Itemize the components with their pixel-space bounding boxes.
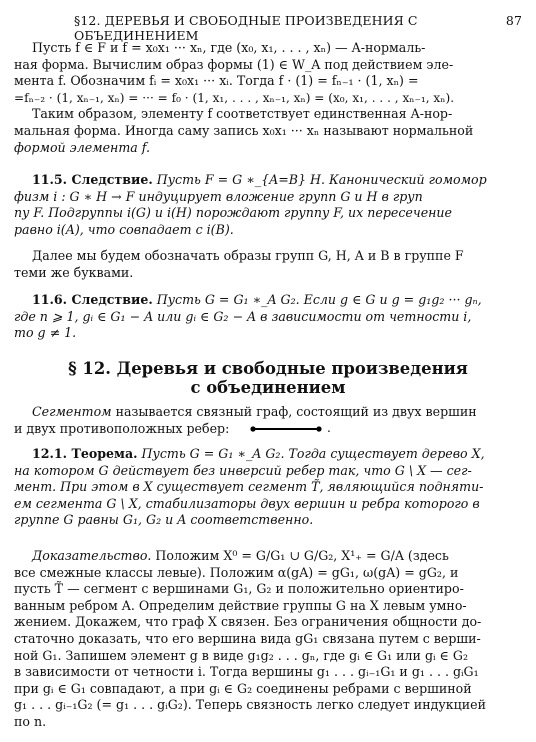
section-heading-line: § 12. Деревья и свободные произведения bbox=[68, 359, 468, 378]
segment-period: . bbox=[327, 424, 332, 435]
text-line: Далее мы будем обозначать образы групп G, H, A и B в группе F bbox=[32, 248, 464, 263]
text-line: на котором G действует без инверсий ребер так, что G \ X — сег- bbox=[14, 462, 472, 478]
lead-label: 12.1. Теорема. bbox=[32, 446, 138, 461]
lead-label: Доказательство. bbox=[32, 548, 152, 563]
text-line: ем сегмента G \ X, стабилизаторы двух вершин и ребра которого в bbox=[14, 495, 480, 511]
text-line: 12.1. Теорема. Пусть G = G₁ ∗_A G₂. Тогда существует дерево X, bbox=[32, 446, 485, 461]
paragraph-segment bbox=[14, 404, 522, 437]
text-line: то g ≠ 1. bbox=[14, 325, 77, 341]
text-line: ной G₁. Запишем элемент g в виде g₁g₂ . . . gₙ, где gᵢ ∈ G₁ или gᵢ ∈ G₂ bbox=[14, 647, 468, 663]
text-line: по n. bbox=[14, 713, 47, 729]
segment-vertex bbox=[317, 426, 322, 431]
text-line: группе G равны G₁, G₂ и A соответственно. bbox=[14, 512, 314, 528]
text-span: и двух противоположных ребер: bbox=[14, 420, 230, 436]
text-line: 11.5. Следствие. Пусть F = G ∗_{A=B} H. Канонический гомомор bbox=[32, 172, 487, 187]
text-line: ванным ребром A. Определим действие группы G на X левым умно- bbox=[14, 597, 467, 613]
segment-graph-figure bbox=[249, 424, 333, 434]
text-line: физм i : G ∗ H → F индуцирует вложение групп G и H в груп bbox=[14, 188, 423, 204]
text-line: при gᵢ ∈ G₁ совпадают, а при gᵢ ∈ G₂ соединены ребрами с вершиной bbox=[14, 680, 472, 696]
text-line: пусть T̃ — сегмент с вершинами G₁, G₂ и положительно ориентиро- bbox=[14, 581, 464, 597]
running-header bbox=[14, 13, 522, 43]
text-line: =fₙ₋₂ · (1, xₙ₋₁, xₙ) = ··· = f₀ · (1, x₁, . . . , xₙ₋₁, xₙ) = (x₀, x₁, . . . , xₙ₋₁, xₙ). bbox=[14, 90, 455, 105]
text-line bbox=[14, 421, 522, 438]
segment-vertex bbox=[251, 426, 256, 431]
running-header-title: §12. ДЕРЕВЬЯ И СВОБОДНЫЕ ПРОИЗВЕДЕНИЯ С ОБЪЕДИНЕНИЕМ bbox=[74, 13, 418, 43]
corollary-11-5 bbox=[14, 172, 522, 238]
text-line: Доказательство. Положим X⁰ = G/G₁ ∪ G/G₂, X¹₊ = G/A (здесь bbox=[32, 548, 449, 563]
text-line: 11.6. Следствие. Пусть G = G₁ ∗_A G₂. Если g ∈ G и g = g₁g₂ ··· gₙ, bbox=[32, 292, 482, 307]
text-line: ная форма. Вычислим образ формы (1) ∈ W_A под действием эле- bbox=[14, 56, 454, 72]
text-line: формой элемента f. bbox=[14, 139, 151, 155]
text-line: жением. Докажем, что граф X связен. Без ограничения общности до- bbox=[14, 614, 482, 630]
text-line: в зависимости от четности i. Тогда вершины g₁ . . . gᵢ₋₁G₁ и g₁ . . . gᵢG₁ bbox=[14, 664, 479, 680]
text-line: Сегментом называется связный граф, состоящий из двух вершин bbox=[32, 404, 477, 419]
section-heading-line: с объединением bbox=[190, 377, 346, 397]
lead-label: 11.6. Следствие. bbox=[32, 292, 153, 307]
text-line: теми же буквами. bbox=[14, 264, 134, 280]
paragraph-notation bbox=[14, 248, 522, 281]
corollary-11-6 bbox=[14, 292, 522, 342]
text-line: пу F. Подгруппы i(G) и i(H) порождают группу F, их пересечение bbox=[14, 205, 452, 221]
paragraph-normal-form bbox=[14, 40, 522, 156]
text-line: равно i(A), что совпадает с i(B). bbox=[14, 221, 234, 237]
text-line: g₁ . . . gᵢ₋₁G₂ (= g₁ . . . gᵢG₂). Теперь связность легко следует индукцией bbox=[14, 697, 486, 713]
text-line: где n ⩾ 1, gᵢ ∈ G₁ − A или gᵢ ∈ G₂ − A в зависимости от четности i, bbox=[14, 308, 472, 324]
text-line: все смежные классы левые). Положим α(gA) = gG₁, ω(gA) = gG₂, и bbox=[14, 564, 459, 580]
text-line: статочно доказать, что его вершина вида gG₁ связана путем с верши- bbox=[14, 630, 481, 646]
text-line: мент. При этом в X существует сегмент T̃, являющийся подняти- bbox=[14, 479, 484, 495]
text-line: мента f. Обозначим fᵢ = x₀x₁ ··· xᵢ. Тогда f · (1) = fₙ₋₁ · (1, xₙ) = bbox=[14, 73, 419, 89]
proof-paragraph bbox=[14, 548, 522, 731]
text-line: мальная форма. Иногда саму запись x₀x₁ ··· xₙ называют нормальной bbox=[14, 122, 474, 138]
section-heading bbox=[14, 360, 522, 397]
theorem-12-1 bbox=[14, 446, 522, 529]
text-line: Пусть f ∈ F и f = x₀x₁ ··· xₙ, где (x₀, x₁, . . . , xₙ) — A-нормаль- bbox=[32, 40, 426, 55]
text-line: Таким образом, элементу f соответствует единственная A-нор- bbox=[32, 106, 453, 122]
lead-label: Сегментом bbox=[32, 404, 112, 419]
page-number: 87 bbox=[505, 13, 522, 28]
lead-label: 11.5. Следствие. bbox=[32, 172, 153, 187]
book-page bbox=[14, 0, 522, 742]
